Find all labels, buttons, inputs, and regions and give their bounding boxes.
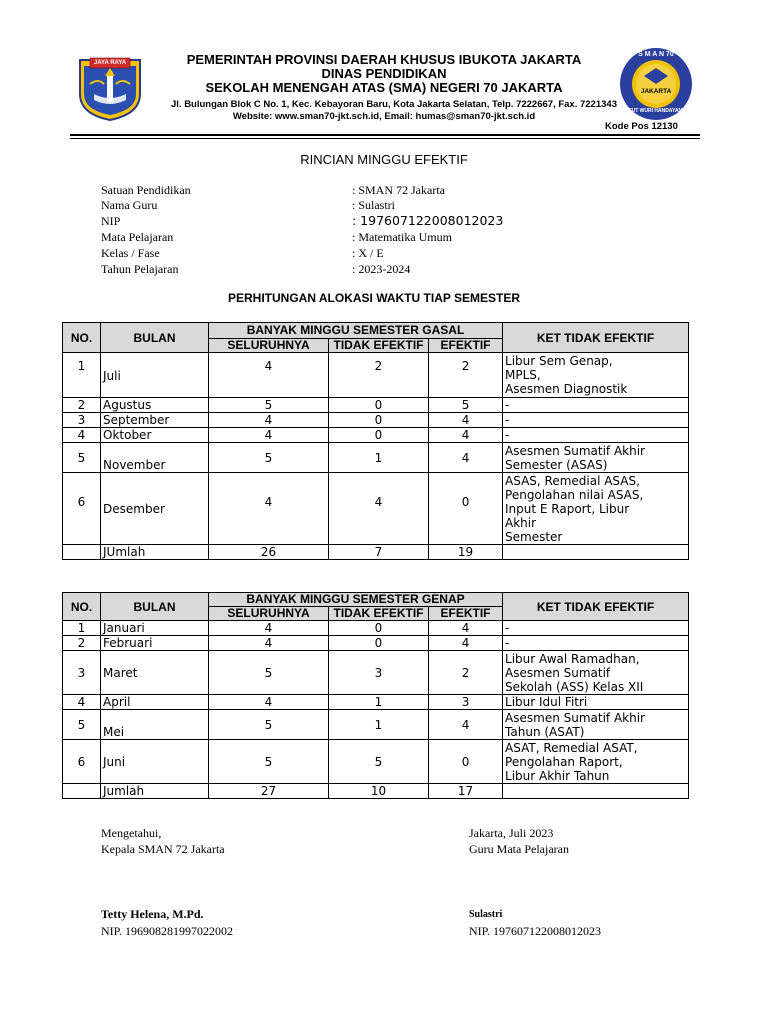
col-no: NO. <box>63 323 101 353</box>
cell-seluruhnya: 4 <box>209 473 329 545</box>
info-label-nama-guru: Nama Guru <box>101 198 158 212</box>
ket-line: Input E Raport, Libur <box>505 501 630 516</box>
cell-tidak-efektif: 1 <box>329 443 429 473</box>
cell-seluruhnya: 4 <box>209 413 329 428</box>
cell-no: 6 <box>63 740 101 784</box>
cell-seluruhnya: 4 <box>209 428 329 443</box>
table-row <box>63 413 689 428</box>
cell-total-tidak-efektif: 10 <box>329 784 429 799</box>
ket-line: Asesmen Sumatif Akhir <box>505 443 645 458</box>
cell-tidak-efektif: 0 <box>329 636 429 651</box>
ket-line: Pengolahan Raport, <box>505 754 623 769</box>
allocation-subtitle: PERHITUNGAN ALOKASI WAKTU TIAP SEMESTER <box>227 291 520 305</box>
header-website: Website: www.sman70-jkt.sch.id, Email: humas@sman70-jkt.sch.id <box>232 111 536 122</box>
table-row <box>63 695 689 710</box>
cell-ket <box>503 740 689 784</box>
col-tidak-efektif: TIDAK EFEKTIF <box>329 339 429 353</box>
cell-ket-empty <box>503 545 689 560</box>
info-value-nip: : 197607122008012023 <box>352 213 504 228</box>
cell-no: 5 <box>63 443 101 473</box>
sman-70-logo-center-text: JAKARTA <box>640 88 672 95</box>
col-efektif: EFEKTIF <box>429 339 503 353</box>
cell-bulan: Maret <box>101 651 209 695</box>
cell-no: 2 <box>63 398 101 413</box>
cell-no: 4 <box>63 695 101 710</box>
cell-efektif: 4 <box>429 428 503 443</box>
cell-ket <box>503 473 689 545</box>
cell-bulan: Agustus <box>101 398 209 413</box>
cell-efektif: 3 <box>429 695 503 710</box>
cell-efektif: 4 <box>429 636 503 651</box>
col-bulan: BULAN <box>101 593 209 621</box>
cell-tidak-efektif: 0 <box>329 398 429 413</box>
cell-efektif: 2 <box>429 353 503 398</box>
document-title: RINCIAN MINGGU EFEKTIF <box>300 152 468 167</box>
sman-70-logo <box>618 46 694 122</box>
sig-right-place-date: Jakarta, Juli 2023 <box>469 826 554 840</box>
col-ket: KET TIDAK EFEKTIF <box>503 323 689 353</box>
semester-genap-table <box>62 592 689 799</box>
sig-left-acknowledged: Mengetahui, <box>101 826 162 840</box>
col-ket: KET TIDAK EFEKTIF <box>503 593 689 621</box>
cell-ket <box>503 710 689 740</box>
cell-ket: - <box>503 398 689 413</box>
cell-total-efektif: 17 <box>429 784 503 799</box>
cell-no-empty <box>63 545 101 560</box>
cell-seluruhnya: 4 <box>209 353 329 398</box>
cell-seluruhnya: 5 <box>209 651 329 695</box>
cell-bulan: Mei <box>101 710 209 740</box>
table-row <box>63 353 689 398</box>
cell-efektif: 4 <box>429 710 503 740</box>
cell-total-efektif: 19 <box>429 545 503 560</box>
sig-right-title: Guru Mata Pelajaran <box>469 842 569 856</box>
cell-no: 1 <box>63 621 101 636</box>
cell-bulan: Juni <box>101 740 209 784</box>
ket-line: Semester (ASAS) <box>505 457 608 472</box>
table-row <box>63 428 689 443</box>
cell-no: 6 <box>63 473 101 545</box>
col-tidak-efektif: TIDAK EFEKTIF <box>329 607 429 621</box>
cell-efektif: 5 <box>429 398 503 413</box>
info-value-tahun: : 2023-2024 <box>352 262 411 276</box>
cell-ket: - <box>503 413 689 428</box>
sig-left-nip: NIP. 196908281997022002 <box>101 924 234 938</box>
cell-seluruhnya: 5 <box>209 740 329 784</box>
cell-tidak-efektif: 5 <box>329 740 429 784</box>
info-label-satuan: Satuan Pendidikan <box>101 183 191 197</box>
cell-no: 1 <box>63 353 101 398</box>
cell-ket: Libur Idul Fitri <box>503 695 689 710</box>
cell-ket <box>503 443 689 473</box>
cell-tidak-efektif: 1 <box>329 695 429 710</box>
cell-ket: - <box>503 428 689 443</box>
header-postal-code: Kode Pos 12130 <box>605 121 678 132</box>
cell-seluruhnya: 5 <box>209 398 329 413</box>
cell-no-empty <box>63 784 101 799</box>
cell-total-seluruhnya: 26 <box>209 545 329 560</box>
cell-ket <box>503 651 689 695</box>
cell-efektif: 2 <box>429 651 503 695</box>
table-total-row <box>63 784 689 799</box>
sig-right-nip: NIP. 197607122008012023 <box>469 924 602 938</box>
ket-line: Libur Sem Genap, <box>505 354 613 368</box>
semester-gasal-table <box>62 322 689 560</box>
cell-bulan: September <box>101 413 209 428</box>
cell-bulan: April <box>101 695 209 710</box>
col-group-gasal: BANYAK MINGGU SEMESTER GASAL <box>209 323 503 339</box>
cell-seluruhnya: 5 <box>209 443 329 473</box>
sig-right-name: Sulastri <box>469 909 503 920</box>
info-value-nama-guru: : Sulastri <box>352 198 396 212</box>
cell-ket <box>503 353 689 398</box>
col-no: NO. <box>63 593 101 621</box>
col-seluruhnya: SELURUHNYA <box>209 607 329 621</box>
ket-line: Sekolah (ASS) Kelas XII <box>505 679 644 694</box>
cell-seluruhnya: 4 <box>209 621 329 636</box>
ket-line: ASAT, Remedial ASAT, <box>505 740 638 755</box>
cell-seluruhnya: 4 <box>209 695 329 710</box>
cell-efektif: 0 <box>429 740 503 784</box>
col-bulan: BULAN <box>101 323 209 353</box>
cell-total-label: Jumlah <box>101 784 209 799</box>
cell-ket-empty <box>503 784 689 799</box>
info-value-kelas: : X / E <box>352 246 384 260</box>
cell-no: 2 <box>63 636 101 651</box>
cell-no: 4 <box>63 428 101 443</box>
header-rule-thin <box>70 138 700 139</box>
ket-line: Semester <box>505 529 563 544</box>
cell-no: 3 <box>63 651 101 695</box>
cell-bulan: Januari <box>101 621 209 636</box>
info-label-kelas: Kelas / Fase <box>101 246 160 260</box>
sman-70-logo-top-text: S M A N 70 <box>638 51 674 58</box>
cell-tidak-efektif: 0 <box>329 428 429 443</box>
sman-70-logo-bottom-text: TUT WURI HANDAYANI <box>628 108 684 114</box>
cell-total-seluruhnya: 27 <box>209 784 329 799</box>
ket-line: Libur Akhir Tahun <box>505 768 610 783</box>
ket-line: Tahun (ASAT) <box>505 724 585 739</box>
ket-line: Asesmen Sumatif Akhir <box>505 710 645 725</box>
table-row <box>63 740 689 784</box>
header-department: DINAS PENDIDIKAN <box>321 66 447 81</box>
cell-total-tidak-efektif: 7 <box>329 545 429 560</box>
cell-ket: - <box>503 621 689 636</box>
cell-efektif: 4 <box>429 443 503 473</box>
cell-efektif: 0 <box>429 473 503 545</box>
cell-tidak-efektif: 4 <box>329 473 429 545</box>
cell-bulan: November <box>101 443 209 473</box>
cell-seluruhnya: 5 <box>209 710 329 740</box>
cell-seluruhnya: 4 <box>209 636 329 651</box>
table-row <box>63 621 689 636</box>
cell-no: 3 <box>63 413 101 428</box>
table-row <box>63 443 689 473</box>
cell-efektif: 4 <box>429 413 503 428</box>
jaya-raya-banner-text: JAYA RAYA <box>93 60 127 66</box>
table-row <box>63 473 689 545</box>
cell-tidak-efektif: 0 <box>329 413 429 428</box>
cell-bulan: Oktober <box>101 428 209 443</box>
ket-line: Asesmen Diagnostik <box>505 382 628 396</box>
sig-left-title: Kepala SMAN 72 Jakarta <box>101 842 225 856</box>
col-efektif: EFEKTIF <box>429 607 503 621</box>
header-school-name: SEKOLAH MENENGAH ATAS (SMA) NEGERI 70 JAKARTA <box>205 80 563 95</box>
cell-bulan: Desember <box>101 473 209 545</box>
ket-line: ASAS, Remedial ASAS, <box>505 473 640 488</box>
table-row <box>63 398 689 413</box>
info-value-mapel: : Matematika Umum <box>352 230 452 244</box>
table-row <box>63 710 689 740</box>
ket-line: Akhir <box>505 515 537 530</box>
table-total-row <box>63 545 689 560</box>
cell-no: 5 <box>63 710 101 740</box>
header-rule <box>70 134 700 136</box>
cell-tidak-efektif: 0 <box>329 621 429 636</box>
cell-total-label: JUmlah <box>101 545 209 560</box>
ket-line: Pengolahan nilai ASAS, <box>505 487 644 502</box>
info-label-nip: NIP <box>101 214 121 228</box>
info-label-tahun: Tahun Pelajaran <box>101 262 179 276</box>
header-address: Jl. Bulungan Blok C No. 1, Kec. Kebayoran Baru, Kota Jakarta Selatan, Telp. 7222667, Fax. 7221343 <box>171 99 617 110</box>
info-value-satuan: : SMAN 72 Jakarta <box>352 183 445 197</box>
table-row <box>63 636 689 651</box>
ket-line: Asesmen Sumatif <box>505 665 611 680</box>
cell-bulan: Juli <box>101 353 209 398</box>
cell-efektif: 4 <box>429 621 503 636</box>
ket-line: MPLS, <box>505 368 541 382</box>
header-government: PEMERINTAH PROVINSI DAERAH KHUSUS IBUKOTA JAKARTA <box>186 52 582 67</box>
cell-bulan: Februari <box>101 636 209 651</box>
col-seluruhnya: SELURUHNYA <box>209 339 329 353</box>
sig-left-name: Tetty Helena, M.Pd. <box>101 907 204 921</box>
jaya-raya-logo <box>76 54 144 122</box>
ket-line: Libur Awal Ramadhan, <box>505 651 640 666</box>
cell-tidak-efektif: 1 <box>329 710 429 740</box>
info-label-mapel: Mata Pelajaran <box>101 230 174 244</box>
cell-tidak-efektif: 3 <box>329 651 429 695</box>
cell-ket: - <box>503 636 689 651</box>
table-row <box>63 651 689 695</box>
col-group-genap: BANYAK MINGGU SEMESTER GENAP <box>209 593 503 607</box>
cell-tidak-efektif: 2 <box>329 353 429 398</box>
